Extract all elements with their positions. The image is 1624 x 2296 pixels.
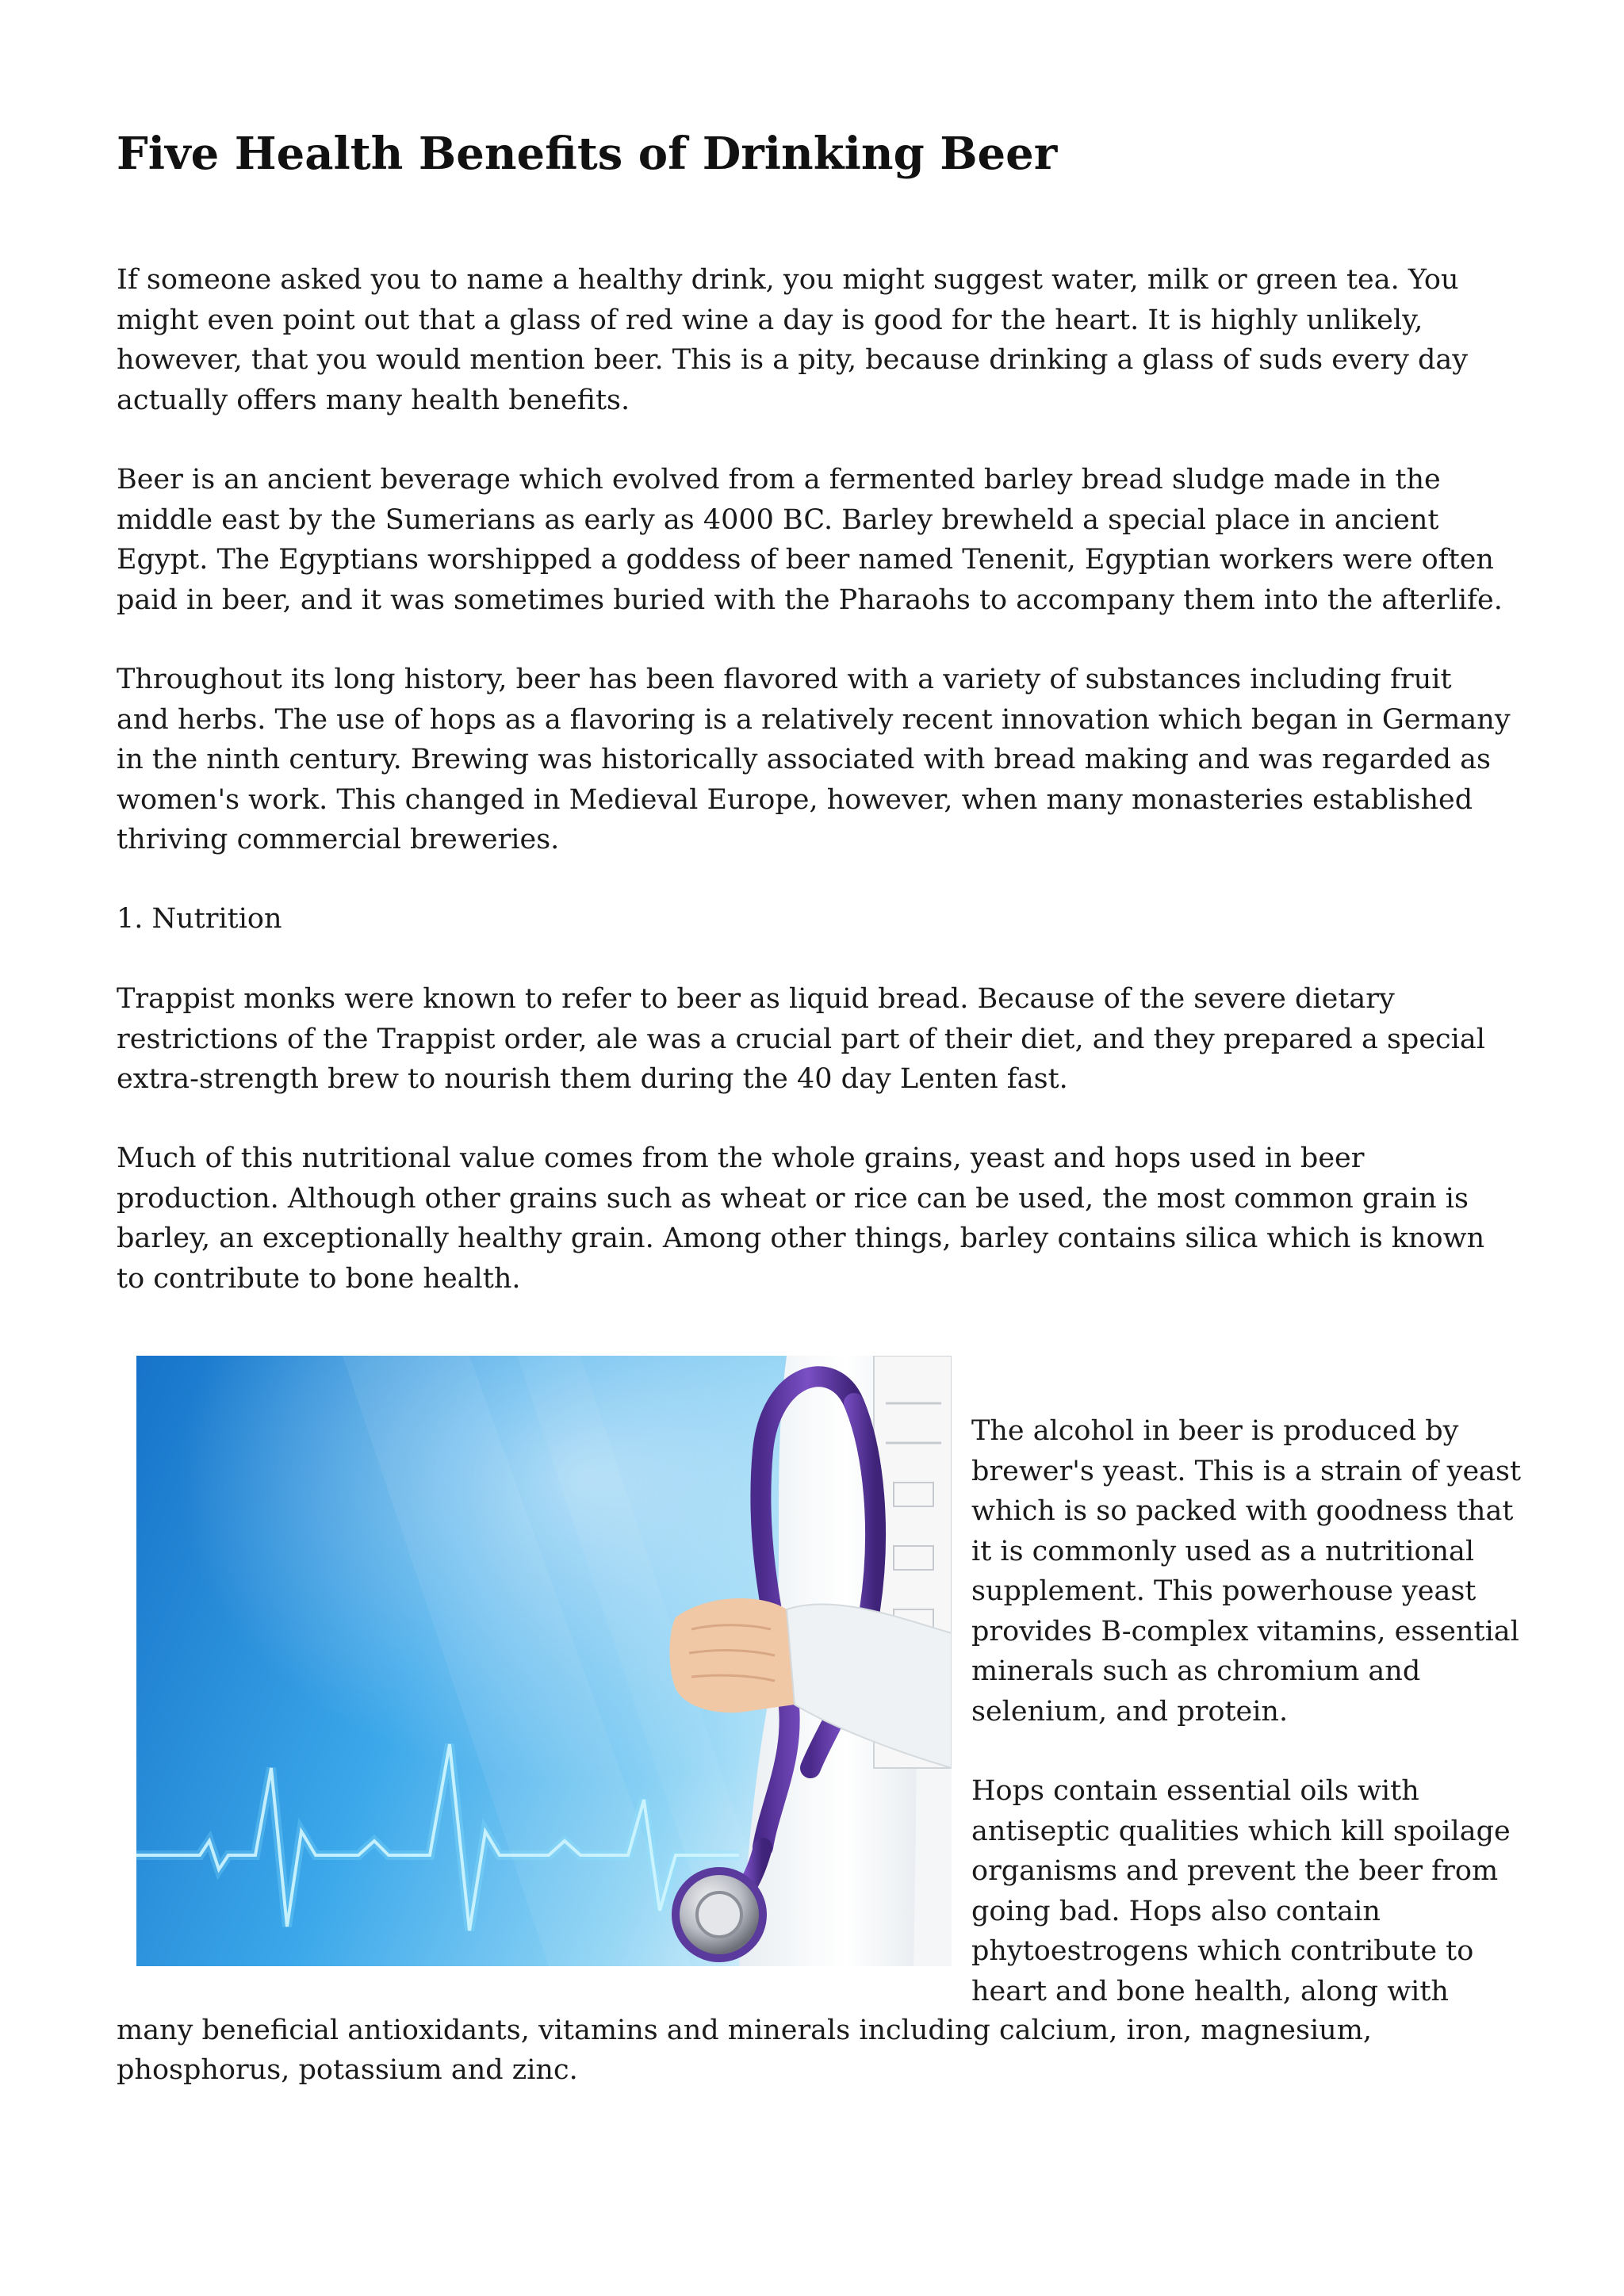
paragraph-intro: If someone asked you to name a healthy drink, you might suggest water, milk or green tea. You might even point out that a glass of red wine a day is good for the heart. It is highly unlikely, however, that you would mention beer. This is a pity, because drinking a glass of suds every day actually offers many health benefits. (117, 264, 1469, 416)
paragraph-flavoring: Throughout its long history, beer has been flavored with a variety of substances including fruit and herbs. The use of hops as a flavoring is a relatively recent innovation which began in Germany in the ninth century. Brewing was historically associated with bread making and was regarded as women's work. This changed in Medieval Europe, however, when many monasteries established thriving commercial breweries. (117, 664, 1511, 855)
paragraph-yeast: The alcohol in beer is produced by brewer's yeast. This is a strain of yeast which is so packed with goodness that it is commonly used as a nutritional supplement. This powerhouse yeast provides B-complex vitamins, essential minerals such as chromium and selenium, and protein. (971, 1415, 1522, 1728)
stethoscope-image (136, 1356, 952, 1966)
paragraph-hops: Hops contain essential oils with antiseptic qualities which kill spoilage organisms and prevent the beer from going bad. Hops also contain phytoestrogens which contribute to heart and bone health, along with (971, 1775, 1511, 2007)
paragraph-hops-continued-line-2: phosphorus, potassium and zinc. (117, 2054, 578, 2086)
section-heading-nutrition: 1. Nutrition (117, 903, 282, 935)
paragraph-grains: Much of this nutritional value comes from the whole grains, yeast and hops used in beer production. Although other grains such as wheat or rice can be used, the most common grain is barley, an exceptionally healthy grain. Among other things, barley contains silica which is known to contribute to bone health. (117, 1142, 1485, 1295)
paragraph-history: Beer is an ancient beverage which evolved from a fermented barley bread sludge made in the middle east by the Sumerians as early as 4000 BC. Barley brewheld a special place in ancient Egypt. The Egyptians worshipped a goddess of beer named Tenenit, Egyptian workers were often paid in beer, and it was sometimes buried with the Pharaohs to accompany them into the afterlife. (117, 464, 1503, 616)
article-title: Five Health Benefits of Drinking Beer (117, 128, 1058, 180)
paragraph-trappist: Trappist monks were known to refer to beer as liquid bread. Because of the severe dietary restrictions of the Trappist order, ale was a crucial part of their diet, and they prepared a special extra-strength brew to nourish them during the 40 day Lenten fast. (117, 983, 1485, 1095)
paragraph-hops-continued-line-1: many beneficial antioxidants, vitamins and minerals including calcium, iron, magnesium, (117, 2015, 1373, 2046)
